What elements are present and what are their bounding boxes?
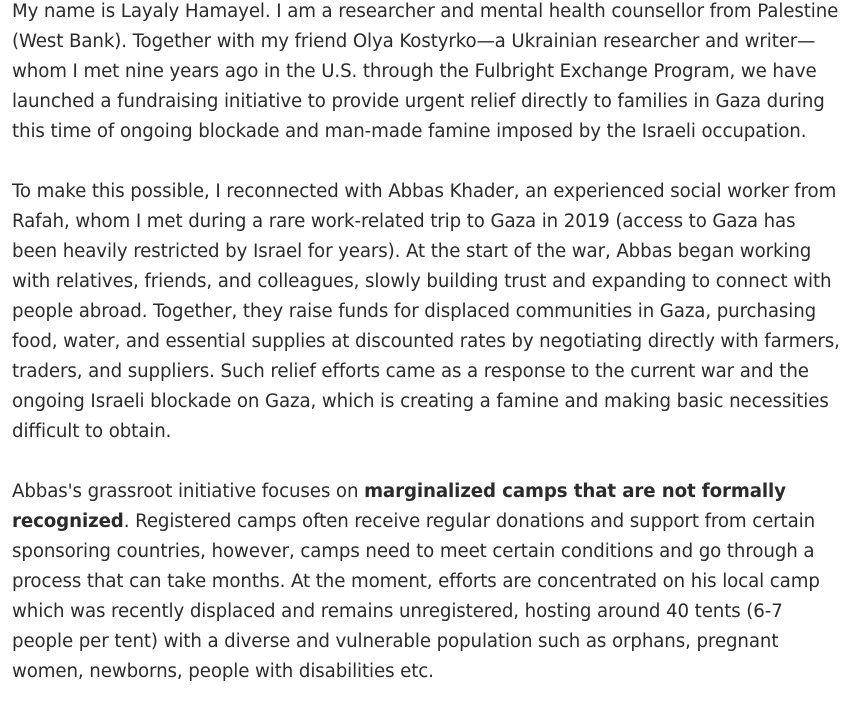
paragraph-3-intro: Abbas's grassroot initiative focuses on	[12, 481, 365, 502]
article-body	[12, 0, 846, 687]
paragraph-3-emphasis: marginalized camps that are not formally recognized	[12, 481, 786, 532]
paragraph-introduction: My name is Layaly Hamayel. I am a researcher and mental health counsellor from Palestine (West Bank). Together with my friend Olya Kostyrko—a Ukrainian researcher and writer—whom I met nine years ago in the U.S. through the Fulbright Exchange Program, we have launched a fundraising initiative to provide urgent relief directly to families in Gaza during this time of ongoing blockade and man-made famine imposed by the Israeli occupation.	[12, 1, 839, 142]
paragraph-grassroot-initiative	[12, 477, 846, 687]
paragraph-3-rest: . Registered camps often receive regular donations and support from certain sponsoring countries, however, camps need to meet certain conditions and go through a process that can take months. At the moment, efforts are concentrated on his local camp which was recently displaced and remains unregistered, hosting around 40 tents (6-7 people per tent) with a diverse and vulnerable population such as orphans, pregnant women, newborns, people with disabilities etc.	[12, 511, 820, 682]
paragraph-abbas-khader: To make this possible, I reconnected with Abbas Khader, an experienced social worker from Rafah, whom I met during a rare work-related trip to Gaza in 2019 (access to Gaza has been heavily restricted by Israel for years). At the start of the war, Abbas began working with relatives, friends, and colleagues, slowly building trust and expanding to connect with people abroad. Together, they raise funds for displaced communities in Gaza, purchasing food, water, and essential supplies at discounted rates by negotiating directly with farmers, traders, and suppliers. Such relief efforts came as a response to the current war and the ongoing Israeli blockade on Gaza, which is creating a famine and making basic necessities difficult to obtain.	[12, 181, 840, 442]
